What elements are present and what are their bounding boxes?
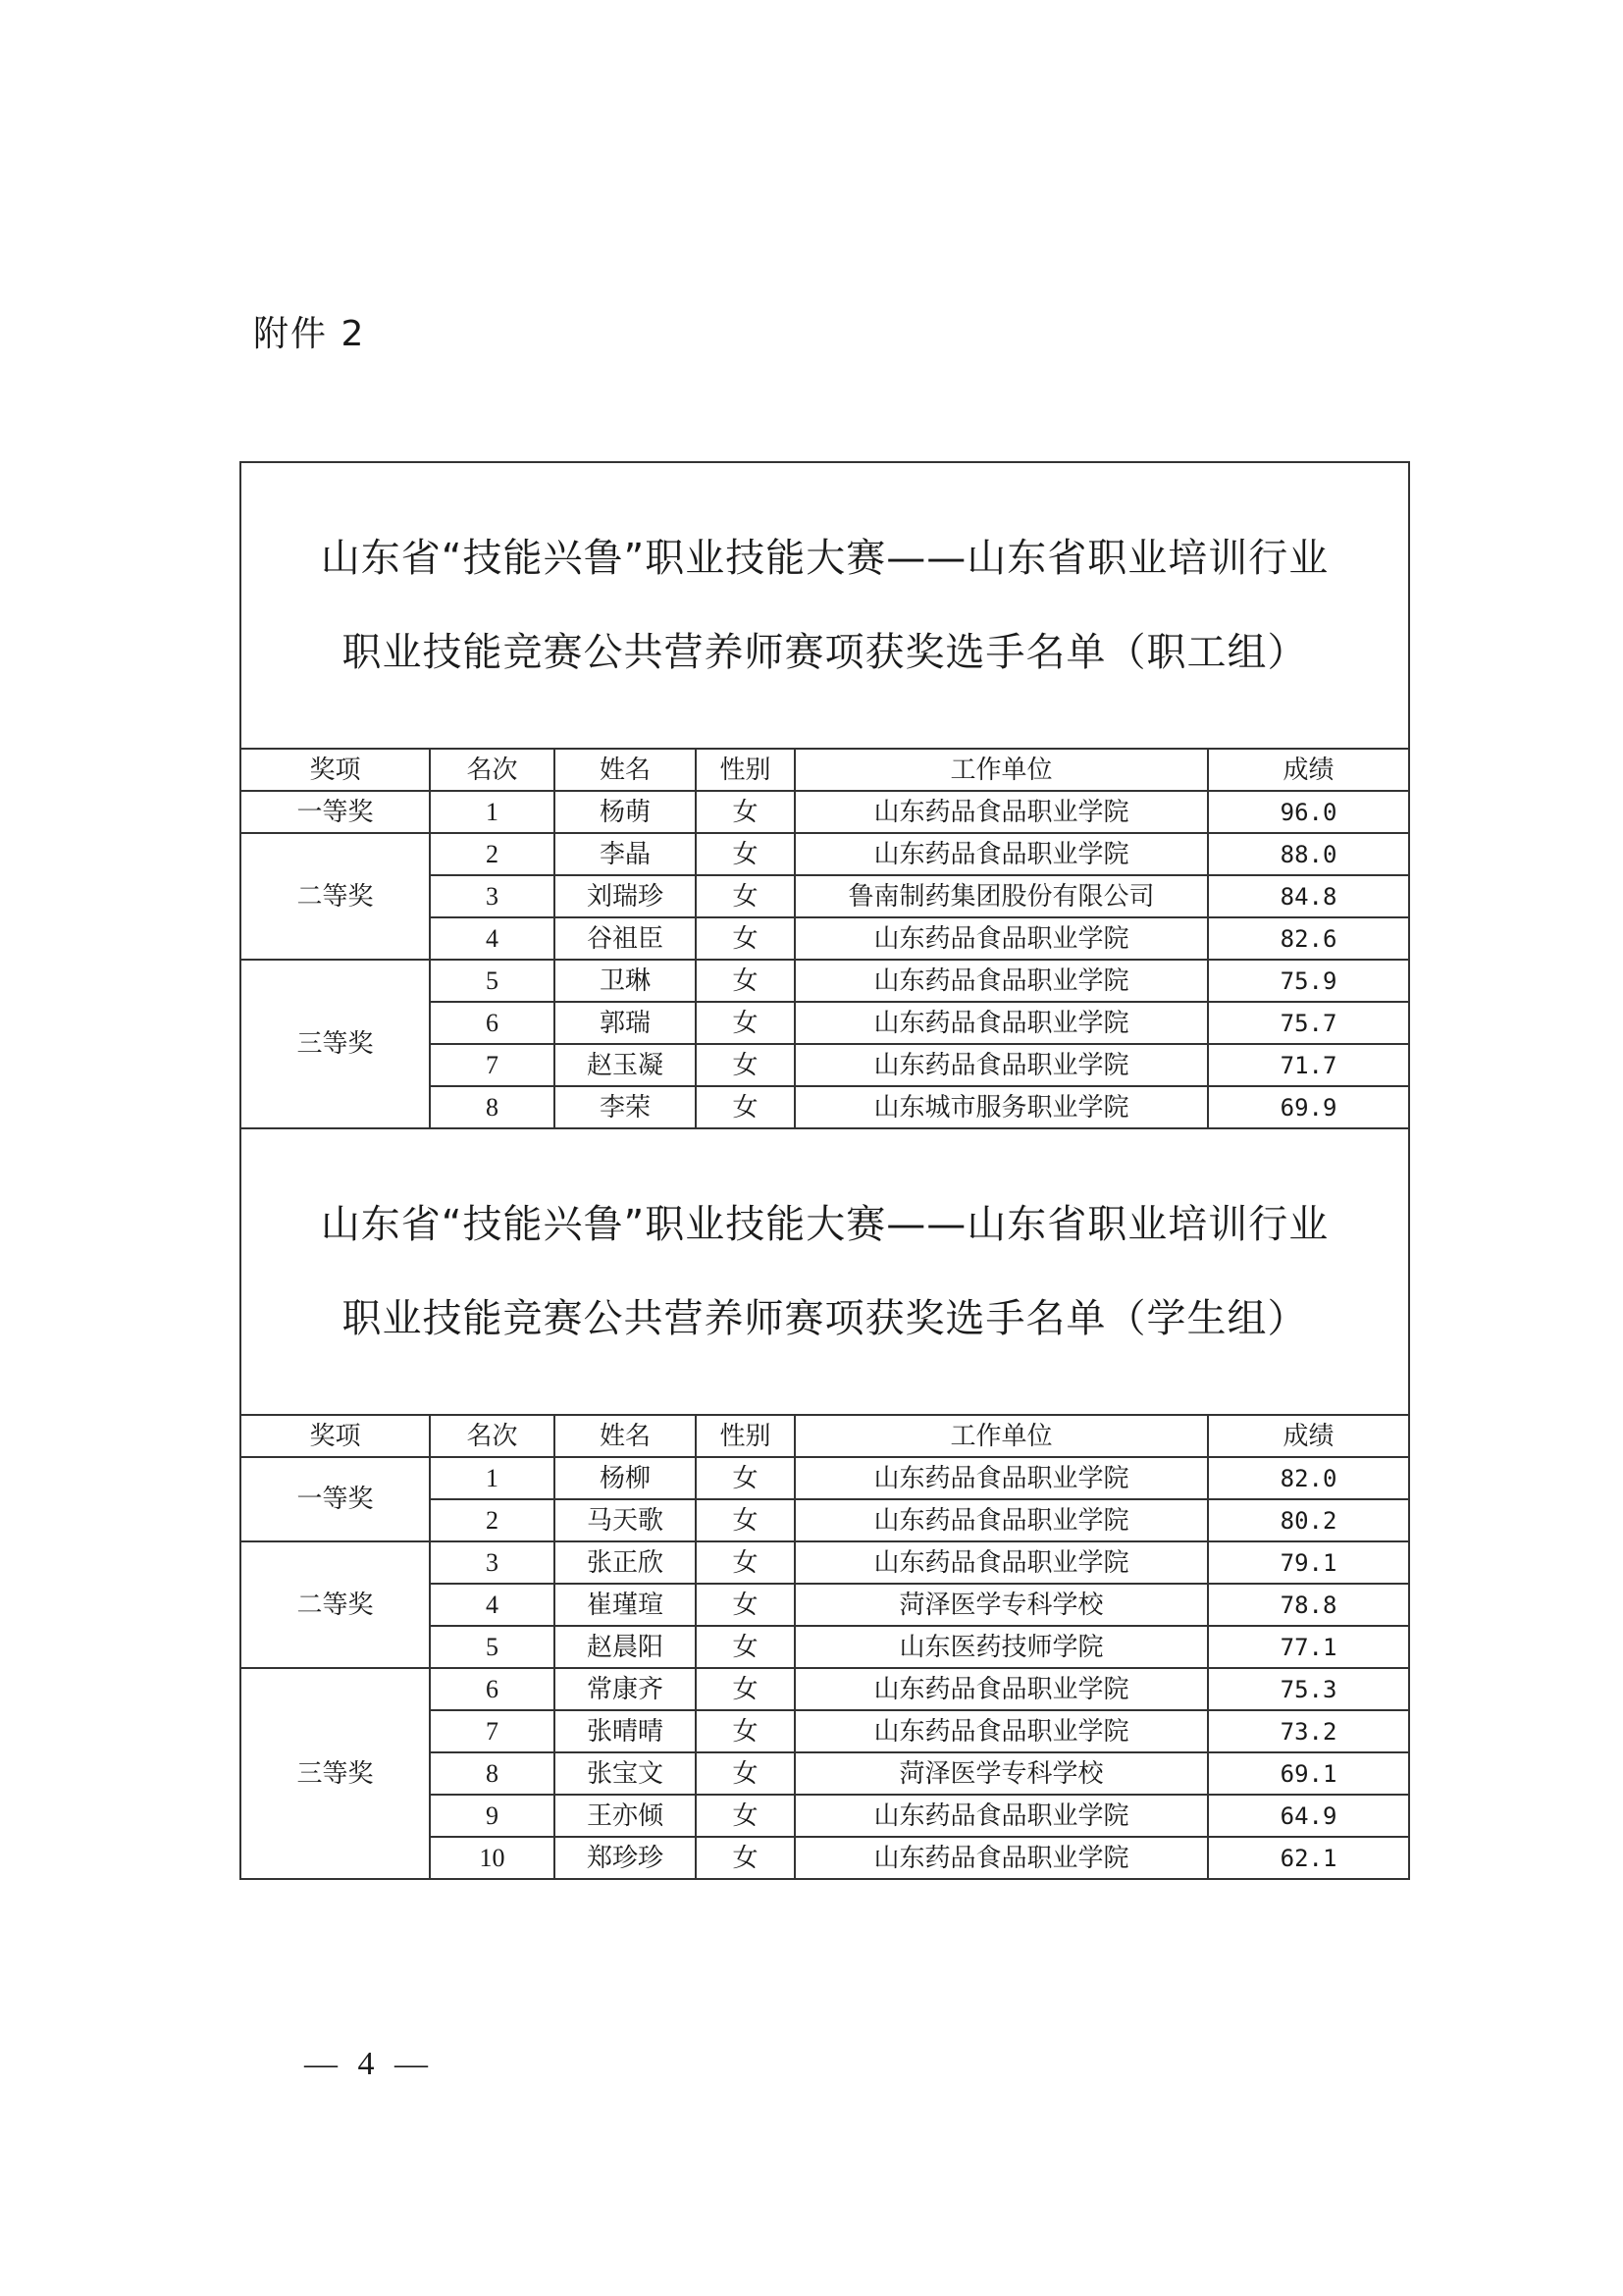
score-cell: 69.1 xyxy=(1208,1752,1409,1795)
name-cell: 杨柳 xyxy=(554,1457,696,1499)
title-line-1: 山东省“技能兴鲁”职业技能大赛——山东省职业培训行业 xyxy=(320,1202,1330,1247)
gender-cell: 女 xyxy=(696,1710,795,1752)
table-row xyxy=(240,960,1409,1002)
award-cell: 二等奖 xyxy=(240,833,430,960)
table-row xyxy=(240,1457,1409,1499)
rank-cell: 3 xyxy=(430,875,554,917)
gender-cell: 女 xyxy=(696,1541,795,1584)
rank-cell: 4 xyxy=(430,1584,554,1626)
score-cell: 78.8 xyxy=(1208,1584,1409,1626)
score-cell: 62.1 xyxy=(1208,1837,1409,1879)
name-cell: 王亦倾 xyxy=(554,1795,696,1837)
table-row xyxy=(240,791,1409,833)
name-cell: 张正欣 xyxy=(554,1541,696,1584)
name-cell: 赵晨阳 xyxy=(554,1626,696,1668)
award-cell: 三等奖 xyxy=(240,960,430,1128)
score-cell: 73.2 xyxy=(1208,1710,1409,1752)
unit-cell: 山东药品食品职业学院 xyxy=(795,1457,1208,1499)
name-cell: 谷祖臣 xyxy=(554,917,696,960)
unit-cell: 山东药品食品职业学院 xyxy=(795,833,1208,875)
title-line-2: 职业技能竞赛公共营养师赛项获奖选手名单（学生组） xyxy=(341,1296,1308,1341)
rank-cell: 6 xyxy=(430,1668,554,1710)
table-title xyxy=(240,462,1409,749)
score-cell: 75.3 xyxy=(1208,1668,1409,1710)
name-cell: 李荣 xyxy=(554,1086,696,1128)
rank-cell: 6 xyxy=(430,1002,554,1044)
award-cell: 一等奖 xyxy=(240,791,430,833)
name-cell: 杨萌 xyxy=(554,791,696,833)
unit-cell: 山东医药技师学院 xyxy=(795,1626,1208,1668)
rank-cell: 7 xyxy=(430,1044,554,1086)
name-cell: 常康齐 xyxy=(554,1668,696,1710)
unit-cell: 山东药品食品职业学院 xyxy=(795,1668,1208,1710)
award-cell: 一等奖 xyxy=(240,1457,430,1541)
column-header: 名次 xyxy=(430,1415,554,1457)
score-cell: 64.9 xyxy=(1208,1795,1409,1837)
column-header: 名次 xyxy=(430,749,554,791)
gender-cell: 女 xyxy=(696,1499,795,1541)
rank-cell: 10 xyxy=(430,1837,554,1879)
rank-cell: 4 xyxy=(430,917,554,960)
gender-cell: 女 xyxy=(696,1002,795,1044)
gender-cell: 女 xyxy=(696,1837,795,1879)
rank-cell: 1 xyxy=(430,1457,554,1499)
score-cell: 96.0 xyxy=(1208,791,1409,833)
unit-cell: 山东药品食品职业学院 xyxy=(795,1710,1208,1752)
unit-cell: 鲁南制药集团股份有限公司 xyxy=(795,875,1208,917)
name-cell: 马天歌 xyxy=(554,1499,696,1541)
rank-cell: 9 xyxy=(430,1795,554,1837)
title-line-2: 职业技能竞赛公共营养师赛项获奖选手名单（职工组） xyxy=(341,630,1308,675)
name-cell: 张晴晴 xyxy=(554,1710,696,1752)
rank-cell: 5 xyxy=(430,1626,554,1668)
awards-table xyxy=(239,461,1410,1880)
table-row xyxy=(240,1541,1409,1584)
score-cell: 79.1 xyxy=(1208,1541,1409,1584)
rank-cell: 1 xyxy=(430,791,554,833)
rank-cell: 2 xyxy=(430,1499,554,1541)
gender-cell: 女 xyxy=(696,833,795,875)
title-line-1: 山东省“技能兴鲁”职业技能大赛——山东省职业培训行业 xyxy=(320,536,1330,581)
unit-cell: 山东药品食品职业学院 xyxy=(795,917,1208,960)
column-header: 奖项 xyxy=(240,1415,430,1457)
column-header: 工作单位 xyxy=(795,1415,1208,1457)
unit-cell: 山东药品食品职业学院 xyxy=(795,1795,1208,1837)
unit-cell: 山东药品食品职业学院 xyxy=(795,1499,1208,1541)
gender-cell: 女 xyxy=(696,1584,795,1626)
score-cell: 75.9 xyxy=(1208,960,1409,1002)
score-cell: 71.7 xyxy=(1208,1044,1409,1086)
table-title-row xyxy=(240,1128,1409,1415)
gender-cell: 女 xyxy=(696,791,795,833)
gender-cell: 女 xyxy=(696,917,795,960)
gender-cell: 女 xyxy=(696,1086,795,1128)
award-cell: 三等奖 xyxy=(240,1668,430,1879)
score-cell: 75.7 xyxy=(1208,1002,1409,1044)
header-row xyxy=(240,1415,1409,1457)
unit-cell: 山东药品食品职业学院 xyxy=(795,1837,1208,1879)
gender-cell: 女 xyxy=(696,1044,795,1086)
name-cell: 李晶 xyxy=(554,833,696,875)
gender-cell: 女 xyxy=(696,875,795,917)
table-title-row xyxy=(240,462,1409,749)
unit-cell: 山东城市服务职业学院 xyxy=(795,1086,1208,1128)
name-cell: 赵玉凝 xyxy=(554,1044,696,1086)
unit-cell: 山东药品食品职业学院 xyxy=(795,1002,1208,1044)
table-row xyxy=(240,833,1409,875)
unit-cell: 菏泽医学专科学校 xyxy=(795,1752,1208,1795)
rank-cell: 8 xyxy=(430,1086,554,1128)
score-cell: 84.8 xyxy=(1208,875,1409,917)
award-cell: 二等奖 xyxy=(240,1541,430,1668)
column-header: 性别 xyxy=(696,1415,795,1457)
name-cell: 郑珍珍 xyxy=(554,1837,696,1879)
gender-cell: 女 xyxy=(696,1668,795,1710)
unit-cell: 山东药品食品职业学院 xyxy=(795,791,1208,833)
column-header: 姓名 xyxy=(554,749,696,791)
gender-cell: 女 xyxy=(696,1795,795,1837)
rank-cell: 7 xyxy=(430,1710,554,1752)
unit-cell: 菏泽医学专科学校 xyxy=(795,1584,1208,1626)
column-header: 工作单位 xyxy=(795,749,1208,791)
score-cell: 82.6 xyxy=(1208,917,1409,960)
name-cell: 刘瑞珍 xyxy=(554,875,696,917)
column-header: 奖项 xyxy=(240,749,430,791)
attachment-label: 附件 2 xyxy=(253,314,366,354)
gender-cell: 女 xyxy=(696,1457,795,1499)
rank-cell: 5 xyxy=(430,960,554,1002)
score-cell: 77.1 xyxy=(1208,1626,1409,1668)
gender-cell: 女 xyxy=(696,960,795,1002)
unit-cell: 山东药品食品职业学院 xyxy=(795,1044,1208,1086)
table-row xyxy=(240,1668,1409,1710)
name-cell: 卫琳 xyxy=(554,960,696,1002)
rank-cell: 8 xyxy=(430,1752,554,1795)
rank-cell: 3 xyxy=(430,1541,554,1584)
unit-cell: 山东药品食品职业学院 xyxy=(795,1541,1208,1584)
name-cell: 崔瑾瑄 xyxy=(554,1584,696,1626)
rank-cell: 2 xyxy=(430,833,554,875)
score-cell: 69.9 xyxy=(1208,1086,1409,1128)
column-header: 姓名 xyxy=(554,1415,696,1457)
column-header: 性别 xyxy=(696,749,795,791)
column-header: 成绩 xyxy=(1208,1415,1409,1457)
score-cell: 88.0 xyxy=(1208,833,1409,875)
score-cell: 80.2 xyxy=(1208,1499,1409,1541)
score-cell: 82.0 xyxy=(1208,1457,1409,1499)
header-row xyxy=(240,749,1409,791)
gender-cell: 女 xyxy=(696,1752,795,1795)
page-number: — 4 — xyxy=(304,2046,434,2082)
table-title xyxy=(240,1128,1409,1415)
name-cell: 张宝文 xyxy=(554,1752,696,1795)
name-cell: 郭瑞 xyxy=(554,1002,696,1044)
column-header: 成绩 xyxy=(1208,749,1409,791)
unit-cell: 山东药品食品职业学院 xyxy=(795,960,1208,1002)
gender-cell: 女 xyxy=(696,1626,795,1668)
